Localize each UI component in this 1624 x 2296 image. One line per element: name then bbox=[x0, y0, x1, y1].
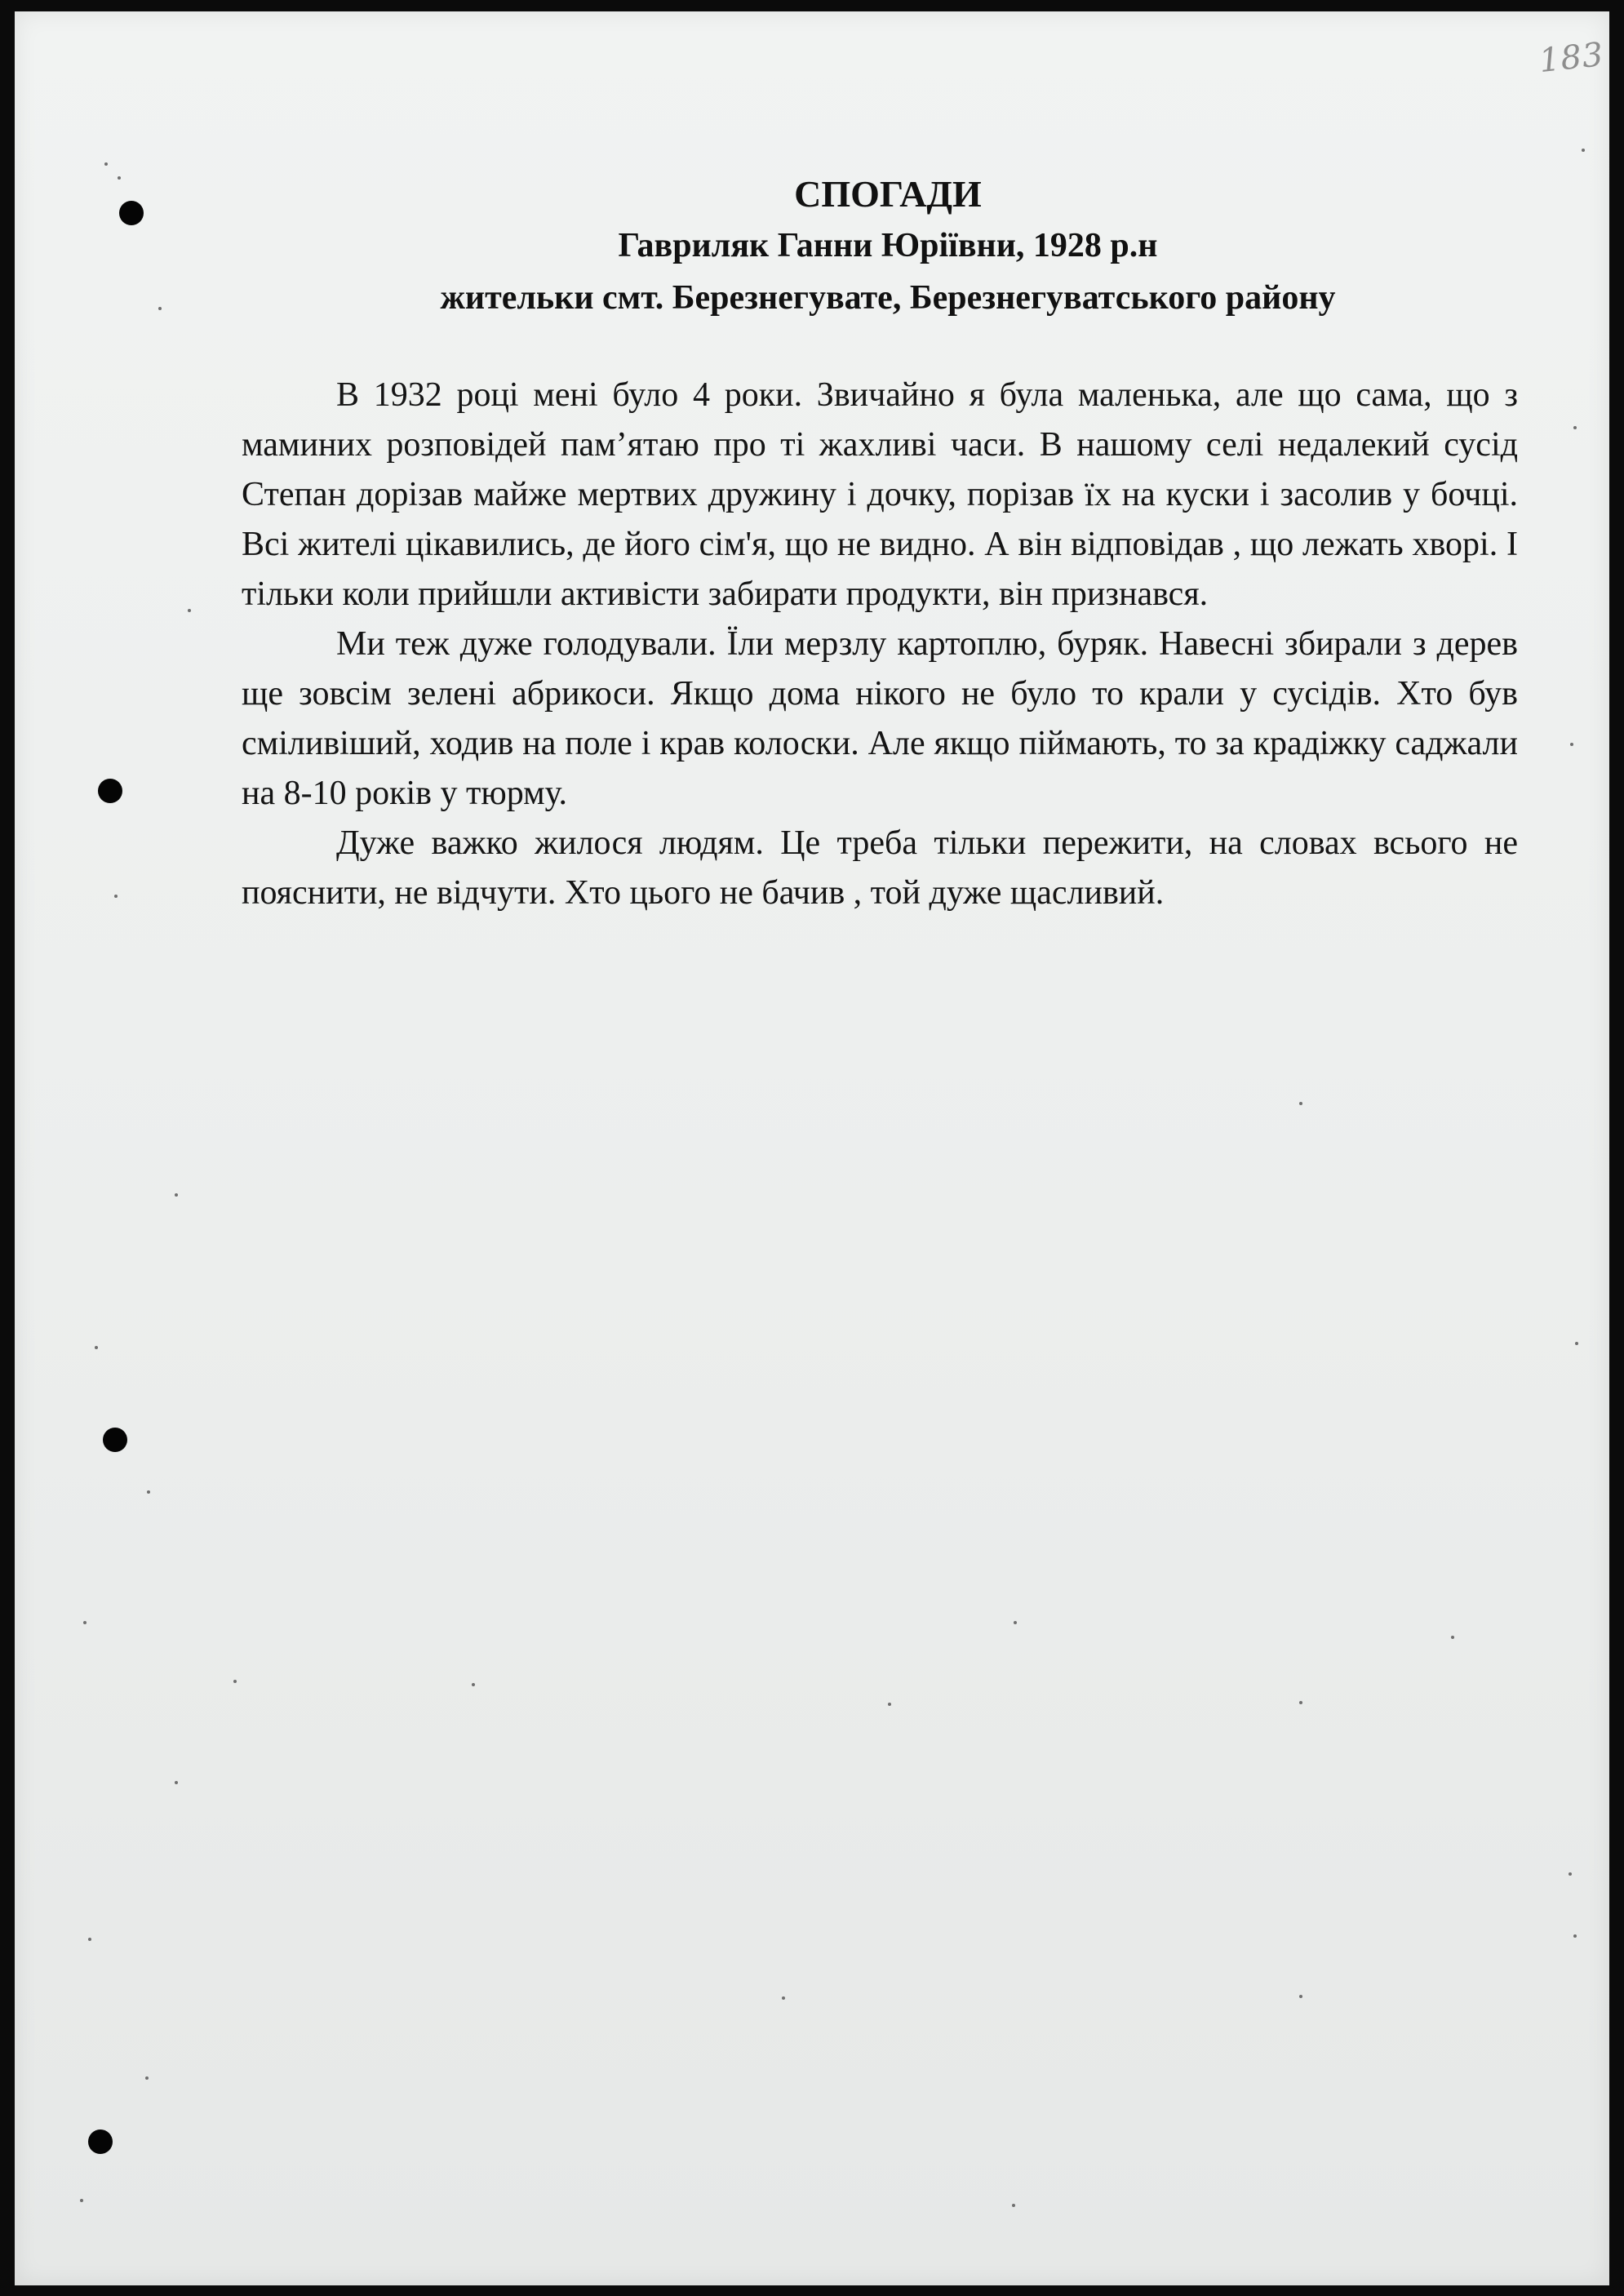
paper-speck bbox=[1012, 2204, 1015, 2207]
paper-speck bbox=[888, 1703, 891, 1706]
paper-speck bbox=[175, 1781, 178, 1784]
paper-speck bbox=[158, 307, 162, 310]
paragraph: В 1932 році мені було 4 роки. Звичайно я була маленька, але що сама, що з маминих розповідей пам’ятаю про ті жахливі часи. В нашому селі недалекий сусід Степан дорізав майже мертвих дружину і дочку, порізав їх на куски і засолив у бочці. Всі жителі цікавились, де його сім'я, що не видно. А він відповідав , що лежать хворі. І тільки коли прийшли активісти забирати продукти, він признався. bbox=[242, 376, 1518, 613]
paper-speck bbox=[472, 1683, 475, 1686]
paper-speck bbox=[147, 1490, 150, 1494]
punch-hole bbox=[103, 1428, 127, 1452]
memoir-text bbox=[242, 371, 1518, 918]
paper-speck bbox=[1573, 1934, 1577, 1938]
paper-speck bbox=[1573, 426, 1577, 429]
document-title: СПОГАДИ bbox=[794, 173, 982, 215]
paper-speck bbox=[80, 2199, 83, 2202]
paper-speck bbox=[782, 1996, 785, 2000]
paragraph: Ми теж дуже голодували. Їли мерзлу картоплю, буряк. Навесні збирали з дерев ще зовсім зелені абрикоси. Якщо дома нікого не було то крали у сусідів. Хто був сміливіший, ходив на поле і крав колоски. Але якщо піймають, то за крадіжку саджали на 8-10 років у тюрму. bbox=[242, 625, 1518, 812]
paragraph: Дуже важко жилося людям. Це треба тільки пережити, на словах всього не пояснити, не відчути. Хто цього не бачив , той дуже щасливий. bbox=[242, 824, 1518, 912]
author-name-line: Гавриляк Ганни Юріївни, 1928 р.н bbox=[618, 227, 1158, 264]
punch-hole bbox=[119, 201, 144, 225]
paper-speck bbox=[114, 895, 118, 898]
paper-speck bbox=[95, 1346, 98, 1349]
handwritten-page-number: 183 bbox=[1537, 35, 1606, 81]
punch-hole bbox=[98, 779, 122, 803]
paper-speck bbox=[188, 609, 191, 612]
paper-speck bbox=[1569, 1872, 1572, 1876]
paper-speck bbox=[1299, 1701, 1302, 1704]
paper-speck bbox=[1575, 1342, 1578, 1345]
paper-speck bbox=[118, 176, 121, 180]
paper-speck bbox=[1299, 1995, 1302, 1998]
paper-speck bbox=[1014, 1621, 1017, 1624]
document-page bbox=[15, 11, 1609, 2285]
punch-hole bbox=[88, 2129, 113, 2154]
document-header bbox=[243, 169, 1533, 324]
paper-speck bbox=[233, 1680, 237, 1683]
paper-speck bbox=[1582, 149, 1585, 152]
paper-speck bbox=[104, 162, 108, 166]
paper-speck bbox=[88, 1938, 91, 1941]
paper-speck bbox=[175, 1193, 178, 1197]
paper-speck bbox=[83, 1621, 87, 1624]
paper-speck bbox=[1299, 1102, 1302, 1105]
author-residence-line: жительки смт. Березнегувате, Березнегуватського району bbox=[440, 279, 1336, 317]
paper-speck bbox=[1570, 743, 1573, 746]
paper-speck bbox=[1451, 1636, 1454, 1639]
paper-speck bbox=[145, 2076, 149, 2080]
